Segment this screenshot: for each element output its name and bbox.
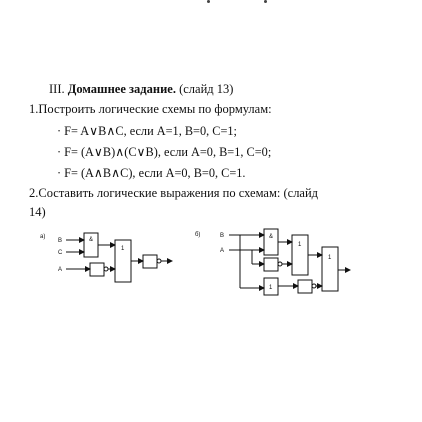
- scheme-b-or-gate-2: [322, 247, 338, 291]
- scheme-b-or-gate-1: [292, 235, 308, 275]
- scheme-b-not2-label: 1: [269, 285, 273, 291]
- scheme-a-label: а): [40, 234, 46, 240]
- scheme-a-input-c: C: [58, 250, 63, 256]
- scheme-b-inv-gate: [298, 280, 312, 293]
- formula-text: F= (A∨B)∧(C∨B), если A=0, B=1, C=0;: [64, 145, 272, 159]
- scheme-b-input-a: A: [220, 248, 225, 254]
- scheme-a-input-a: A: [58, 267, 63, 273]
- scheme-b-label: б): [195, 232, 201, 238]
- scheme-a-out-bubble: [157, 259, 161, 263]
- scheme-b-not-bubble: [278, 262, 282, 266]
- scheme-b: [195, 229, 350, 295]
- formula-text: F= A∨B∧C, если A=1, B=0, C=1;: [64, 124, 237, 138]
- task1-title: 1.Построить логические схемы по формулам:: [29, 102, 272, 116]
- scheme-a-not-bubble: [104, 267, 108, 271]
- task2-title-line1: 2.Составить логические выражения по схемам: (слайд: [29, 186, 319, 200]
- scheme-a-input-b: B: [58, 238, 63, 244]
- scheme-a-out-not-gate: [143, 255, 157, 268]
- scheme-b-input-b: B: [220, 233, 225, 239]
- scheme-b-inv-bubble: [312, 284, 316, 288]
- formula-text: F= (A∧B∧C), если A=0, B=0, C=1.: [64, 166, 246, 180]
- bullet: ·: [57, 166, 62, 180]
- bullet: ·: [57, 145, 62, 159]
- bullet: ·: [57, 124, 62, 138]
- scheme-b-or2-label: 1: [328, 255, 332, 261]
- scheme-b-or1-label: 1: [298, 242, 302, 248]
- scheme-a-not-gate: [90, 263, 104, 276]
- heading-suffix: (слайд 13): [175, 82, 234, 96]
- scheme-b-and-gate: [264, 229, 278, 255]
- scheme-a-and-label: &: [89, 237, 94, 243]
- scheme-b-and-label: &: [269, 234, 274, 240]
- scheme-a-or-label: 1: [121, 246, 125, 252]
- scheme-b-not-gate: [264, 258, 278, 271]
- scheme-a: [40, 233, 172, 282]
- heading-bold: Домашнее задание.: [67, 82, 176, 96]
- heading-prefix: III.: [49, 82, 68, 96]
- task2-title-line2: 14): [29, 205, 46, 219]
